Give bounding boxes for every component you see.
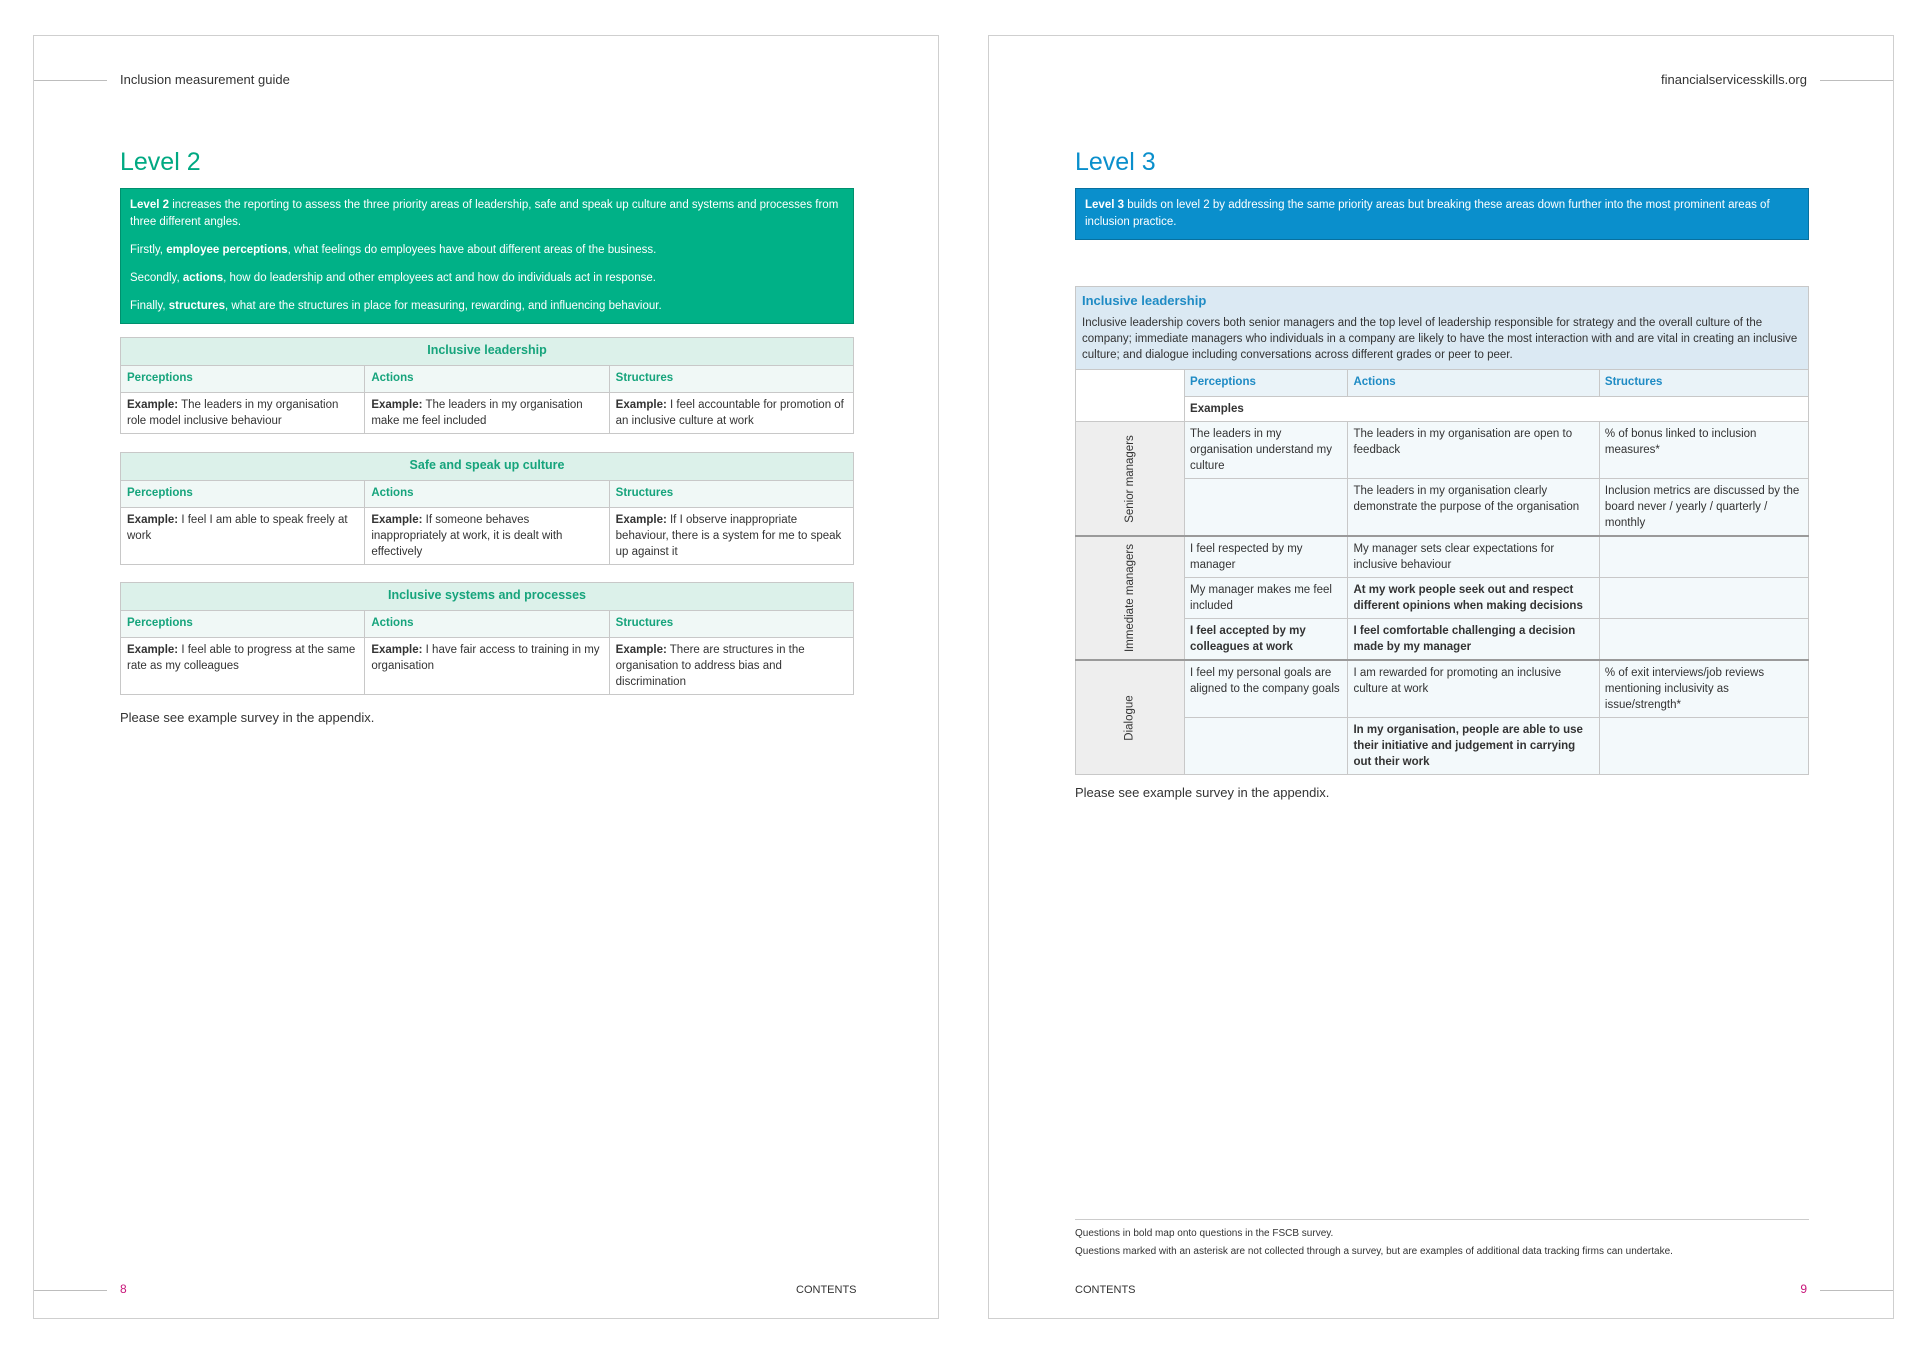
col-actions: Actions (365, 366, 609, 393)
table-safe-speak-up (120, 452, 854, 565)
table-cell: Example: There are structures in the organisation to address bias and discrimination (609, 638, 853, 695)
table-cell (1599, 619, 1808, 661)
table-cell: My manager makes me feel included (1185, 578, 1348, 619)
col-actions: Actions (365, 611, 609, 638)
contents-link[interactable]: CONTENTS (796, 1284, 857, 1296)
table-cell (1185, 479, 1348, 537)
table-caption: Inclusive systems and processes (121, 583, 854, 611)
col-perceptions: Perceptions (1185, 370, 1348, 397)
table-cell: Example: The leaders in my organisation make me feel included (365, 393, 609, 434)
footnote-asterisk: Questions marked with an asterisk are not collected through a survey, but are examples of additional data tracking firms can undertake. (1075, 1246, 1673, 1257)
col-perceptions: Perceptions (121, 481, 365, 508)
table-cell: I feel comfortable challenging a decision made by my manager (1348, 619, 1599, 661)
corner-cell (1076, 370, 1185, 422)
col-actions: Actions (1348, 370, 1599, 397)
table-row (1076, 536, 1809, 578)
col-perceptions: Perceptions (121, 366, 365, 393)
footer-rule (34, 1290, 107, 1291)
table-cell: The leaders in my organisation are open to feedback (1348, 422, 1599, 479)
table-cell: Example: If someone behaves inappropriately at work, it is dealt with effectively (365, 508, 609, 565)
footer-rule (1820, 1290, 1893, 1291)
table-row (1076, 660, 1809, 718)
table-row (1076, 619, 1809, 661)
contents-link[interactable]: CONTENTS (1075, 1284, 1136, 1296)
table-cell: The leaders in my organisation understand my culture (1185, 422, 1348, 479)
table-cell: % of exit interviews/job reviews mentioning inclusivity as issue/strength* (1599, 660, 1808, 718)
table-row (1076, 718, 1809, 775)
table-cell (1599, 578, 1808, 619)
table-cell: % of bonus linked to inclusion measures* (1599, 422, 1808, 479)
col-perceptions: Perceptions (121, 611, 365, 638)
table-cell (1599, 718, 1808, 775)
table-cell: Example: I feel accountable for promotion of an inclusive culture at work (609, 393, 853, 434)
table-cell: The leaders in my organisation clearly demonstrate the purpose of the organisation (1348, 479, 1599, 537)
row-group-label: Senior managers (1076, 422, 1185, 537)
page-header: Inclusion measurement guide (120, 72, 290, 87)
table-caption: Inclusive leadership (121, 338, 854, 366)
appendix-note: Please see example survey in the appendix. (1075, 785, 1330, 800)
table-row (1076, 479, 1809, 537)
footnote-rule (1075, 1219, 1809, 1220)
page-left (33, 35, 939, 1319)
intro-box: Level 3 builds on level 2 by addressing the same priority areas but breaking these areas down further into the most prominent areas of inclusion practice. (1075, 188, 1809, 240)
footnote-bold: Questions in bold map onto questions in the FSCB survey. (1075, 1228, 1334, 1239)
page-title: Level 2 (120, 148, 201, 176)
col-structures: Structures (609, 481, 853, 508)
header-rule (1820, 80, 1893, 81)
table-row (1076, 578, 1809, 619)
col-actions: Actions (365, 481, 609, 508)
table-caption: Inclusive leadership (1082, 293, 1207, 308)
table-cell: Inclusion metrics are discussed by the board never / yearly / quarterly / monthly (1599, 479, 1808, 537)
col-structures: Structures (609, 366, 853, 393)
page-title: Level 3 (1075, 148, 1156, 176)
table-description: Inclusive leadership covers both senior managers and the top level of leadership responsible for strategy and the overall culture of the company; immediate managers who individuals in a company are likely to have the most interaction with and are vital in creating an inclusive culture; and dialogue including conversations across different grades or peer to peer. (1082, 317, 1798, 361)
table-level3-inclusive-leadership (1075, 286, 1809, 775)
intro-box: Level 2 increases the reporting to assess the three priority areas of leadership, safe and speak up culture and systems and processes from three different angles. Firstly, employee perceptions, what feelings do employees have about different areas of the business. Secondly, actions, how do leadership and other employees act and how do individuals act in response. Finally, structures, what are the structures in place for measuring, rewarding, and influencing behaviour. (120, 188, 854, 324)
table-cell: My manager sets clear expectations for inclusive behaviour (1348, 536, 1599, 578)
table-caption-block (1076, 287, 1809, 370)
footnotes (1075, 1225, 1673, 1261)
table-cell (1599, 536, 1808, 578)
table-cell: Example: I feel able to progress at the same rate as my colleagues (121, 638, 365, 695)
row-group-label: Dialogue (1076, 660, 1185, 775)
page-right (988, 35, 1894, 1319)
table-cell: I feel accepted by my colleagues at work (1185, 619, 1348, 661)
table-cell: In my organisation, people are able to use their initiative and judgement in carrying out their work (1348, 718, 1599, 775)
table-cell: Example: If I observe inappropriate behaviour, there is a system for me to speak up against it (609, 508, 853, 565)
appendix-note: Please see example survey in the appendix. (120, 710, 375, 725)
table-cell: I feel respected by my manager (1185, 536, 1348, 578)
table-cell: Example: I have fair access to training in my organisation (365, 638, 609, 695)
col-structures: Structures (609, 611, 853, 638)
page-number: 8 (120, 1282, 127, 1296)
table-inclusive-systems (120, 582, 854, 695)
header-rule (34, 80, 107, 81)
table-cell: Example: The leaders in my organisation role model inclusive behaviour (121, 393, 365, 434)
table-cell (1185, 718, 1348, 775)
page-number: 9 (1800, 1282, 1807, 1296)
table-cell: I feel my personal goals are aligned to the company goals (1185, 660, 1348, 718)
row-group-label: Immediate managers (1076, 536, 1185, 660)
table-cell: Example: I feel I am able to speak freely at work (121, 508, 365, 565)
table-cell: I am rewarded for promoting an inclusive culture at work (1348, 660, 1599, 718)
table-row (1076, 422, 1809, 479)
table-inclusive-leadership (120, 337, 854, 434)
table-cell: At my work people seek out and respect different opinions when making decisions (1348, 578, 1599, 619)
examples-label: Examples (1185, 397, 1809, 422)
col-structures: Structures (1599, 370, 1808, 397)
page-header: financialservicesskills.org (1661, 72, 1807, 87)
table-caption: Safe and speak up culture (121, 453, 854, 481)
